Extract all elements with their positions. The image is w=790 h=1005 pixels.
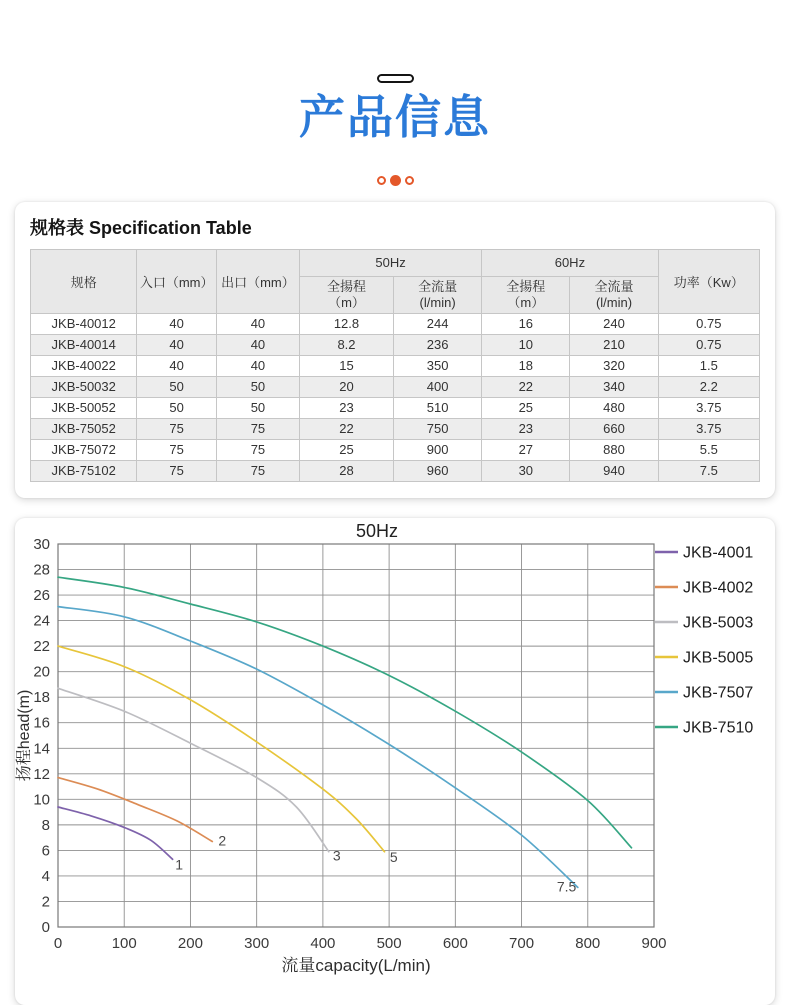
table-cell: 0.75 [658, 313, 759, 334]
carousel-dot-1 [377, 176, 386, 185]
curve-annotation: 5 [389, 848, 398, 865]
legend-label-JKB-5005: JKB-5005 [683, 649, 754, 667]
x-tick-label: 600 [442, 934, 468, 952]
legend-label-JKB-4002: JKB-4002 [683, 579, 754, 597]
legend-label-JKB-7510: JKB-7510 [683, 719, 754, 737]
table-cell: 50 [216, 397, 299, 418]
table-cell: 16 [482, 313, 570, 334]
table-cell: 900 [394, 439, 482, 460]
table-cell: 880 [570, 439, 658, 460]
col-header-60hz: 60Hz [482, 249, 658, 276]
curve-annotation: 2 [218, 831, 227, 848]
carousel-dot-2-active [390, 175, 401, 186]
table-cell: 0.75 [658, 334, 759, 355]
table-cell: 510 [394, 397, 482, 418]
table-row [31, 355, 760, 376]
x-tick-label: 400 [310, 934, 336, 952]
table-cell: 240 [570, 313, 658, 334]
table-cell: 23 [299, 397, 393, 418]
table-cell: JKB-50032 [31, 376, 137, 397]
table-cell: 400 [394, 376, 482, 397]
spec-table-heading: 规格表 Specification Table [30, 217, 252, 238]
table-cell: 75 [137, 460, 216, 481]
col-header-head-50: 全揚程 （m） [299, 276, 393, 313]
table-cell: 2.2 [658, 376, 759, 397]
table-row [31, 397, 760, 418]
table-cell: 236 [394, 334, 482, 355]
legend-label-JKB-4001: JKB-4001 [683, 544, 754, 562]
table-row [31, 376, 760, 397]
table-cell: 75 [216, 439, 299, 460]
col-header-spec: 规格 [31, 249, 137, 313]
table-cell: 22 [299, 418, 393, 439]
y-tick-label: 12 [33, 765, 50, 783]
table-cell: JKB-75102 [31, 460, 137, 481]
table-cell: 15 [299, 355, 393, 376]
table-cell: 20 [299, 376, 393, 397]
table-cell: 75 [137, 439, 216, 460]
x-tick-label: 0 [53, 934, 63, 952]
table-cell: 40 [137, 334, 216, 355]
series-line-JKB-4001 [58, 807, 173, 859]
y-axis-label: 扬程head(m) [16, 689, 33, 781]
y-tick-label: 2 [41, 893, 50, 911]
table-cell: 25 [299, 439, 393, 460]
table-cell: 30 [482, 460, 570, 481]
table-cell: JKB-40012 [31, 313, 137, 334]
table-cell: 940 [570, 460, 658, 481]
plot-border [58, 544, 654, 927]
y-tick-label: 4 [41, 867, 50, 885]
table-cell: 3.75 [658, 397, 759, 418]
col-header-head-60: 全揚程 （m） [482, 276, 570, 313]
table-cell: 10 [482, 334, 570, 355]
y-tick-label: 6 [41, 841, 50, 859]
table-cell: 28 [299, 460, 393, 481]
y-tick-label: 26 [33, 586, 50, 604]
decorative-pill-icon [377, 74, 414, 83]
curve-annotation: 3 [332, 847, 341, 864]
table-cell: 40 [137, 313, 216, 334]
table-cell: 7.5 [658, 460, 759, 481]
table-cell: JKB-75072 [31, 439, 137, 460]
spec-table-body [31, 313, 760, 481]
y-tick-label: 0 [41, 918, 50, 936]
table-cell: 480 [570, 397, 658, 418]
y-tick-label: 22 [33, 637, 50, 655]
y-tick-label: 14 [33, 739, 50, 757]
col-header-inlet: 入口（mm） [137, 249, 216, 313]
x-tick-label: 800 [575, 934, 601, 952]
carousel-dot-3 [405, 176, 414, 185]
table-cell: 23 [482, 418, 570, 439]
table-cell: 25 [482, 397, 570, 418]
x-axis-label: 流量capacity(L/min) [281, 955, 431, 975]
table-cell: 40 [216, 313, 299, 334]
table-cell: 50 [137, 376, 216, 397]
table-cell: 660 [570, 418, 658, 439]
x-tick-label: 700 [509, 934, 535, 952]
table-cell: 75 [216, 418, 299, 439]
legend-label-JKB-7507: JKB-7507 [683, 684, 754, 702]
table-cell: 244 [394, 313, 482, 334]
table-cell: 5.5 [658, 439, 759, 460]
carousel-dots [0, 175, 790, 186]
x-tick-label: 500 [376, 934, 402, 952]
table-row [31, 460, 760, 481]
table-row [31, 334, 760, 355]
table-cell: 18 [482, 355, 570, 376]
table-cell: 22 [482, 376, 570, 397]
table-cell: 50 [216, 376, 299, 397]
table-cell: 50 [137, 397, 216, 418]
y-tick-label: 18 [33, 688, 50, 706]
col-header-flow-60: 全流量 (l/min) [570, 276, 658, 313]
table-cell: 320 [570, 355, 658, 376]
y-tick-label: 8 [41, 816, 50, 834]
y-tick-label: 10 [33, 790, 50, 808]
col-header-flow-50: 全流量 (l/min) [394, 276, 482, 313]
curve-annotation: 7.5 [556, 877, 577, 894]
series-line-JKB-7507 [58, 606, 578, 887]
spec-table [30, 249, 760, 482]
col-header-50hz: 50Hz [299, 249, 481, 276]
table-cell: 350 [394, 355, 482, 376]
table-cell: 340 [570, 376, 658, 397]
col-header-outlet: 出口（mm） [216, 249, 299, 313]
series-line-JKB-5003 [58, 688, 329, 851]
table-row [31, 313, 760, 334]
y-tick-label: 24 [33, 612, 50, 630]
page-title: 产品信息 [299, 91, 491, 143]
y-tick-label: 16 [33, 714, 50, 732]
table-cell: 40 [216, 355, 299, 376]
table-cell: 27 [482, 439, 570, 460]
table-cell: 75 [216, 460, 299, 481]
table-cell: JKB-40022 [31, 355, 137, 376]
table-cell: 210 [570, 334, 658, 355]
y-tick-label: 30 [33, 535, 50, 553]
x-tick-label: 100 [111, 934, 137, 952]
y-tick-label: 28 [33, 561, 50, 579]
table-cell: 3.75 [658, 418, 759, 439]
table-cell: 40 [216, 334, 299, 355]
curve-annotation: 1 [175, 856, 184, 873]
table-cell: 40 [137, 355, 216, 376]
table-cell: 12.8 [299, 313, 393, 334]
spec-table-card [15, 202, 775, 498]
y-tick-label: 20 [33, 663, 50, 681]
table-row [31, 418, 760, 439]
col-header-power: 功率（Kw） [658, 249, 759, 313]
table-cell: 750 [394, 418, 482, 439]
pump-curve-chart-card [15, 518, 775, 1005]
table-cell: JKB-75052 [31, 418, 137, 439]
table-cell: JKB-50052 [31, 397, 137, 418]
chart-title: 50Hz [355, 520, 399, 541]
x-tick-label: 900 [641, 934, 667, 952]
table-cell: 75 [137, 418, 216, 439]
hero-section [0, 0, 790, 186]
table-row [31, 439, 760, 460]
table-cell: JKB-40014 [31, 334, 137, 355]
table-cell: 8.2 [299, 334, 393, 355]
table-cell: 960 [394, 460, 482, 481]
x-tick-label: 300 [244, 934, 270, 952]
legend-label-JKB-5003: JKB-5003 [683, 614, 754, 632]
table-cell: 1.5 [658, 355, 759, 376]
pump-curve-chart [15, 518, 773, 1004]
x-tick-label: 200 [177, 934, 203, 952]
